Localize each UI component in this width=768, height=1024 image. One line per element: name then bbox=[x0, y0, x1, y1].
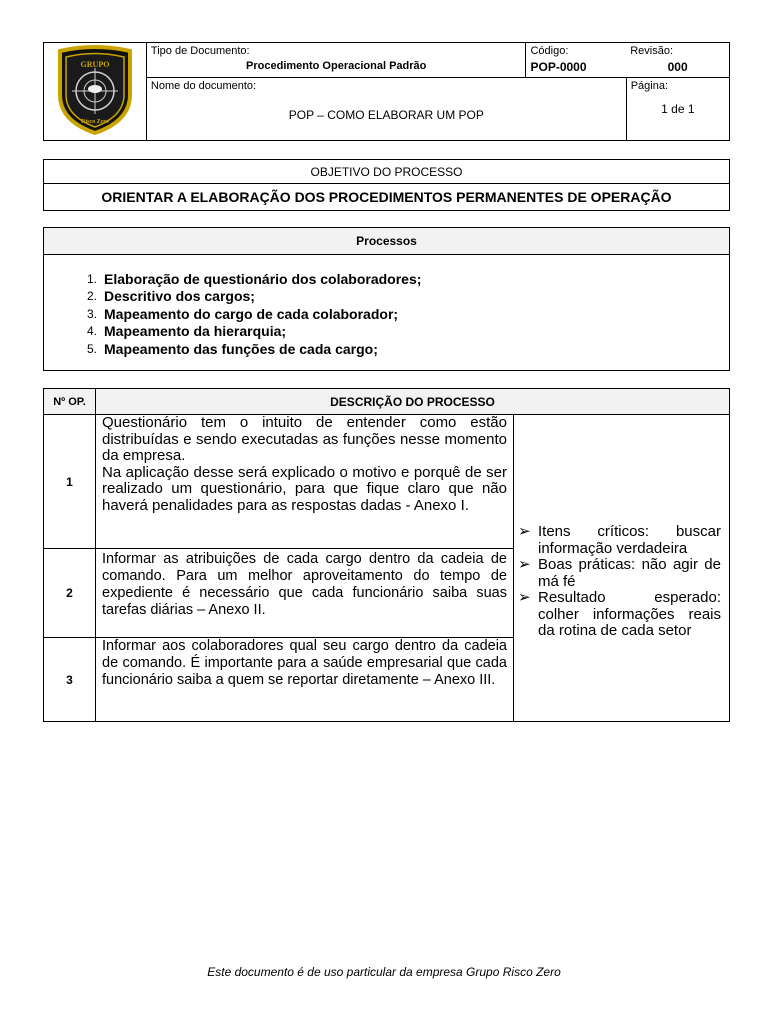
grupo-risco-zero-logo bbox=[52, 43, 138, 137]
tipo-documento-value: Procedimento Operacional Padrão bbox=[246, 60, 427, 72]
list-item: 4. Mapeamento da hierarquia; bbox=[86, 323, 287, 340]
arrow-bullet-icon: ➢ bbox=[518, 589, 531, 607]
arrow-bullet-icon: ➢ bbox=[518, 523, 531, 541]
nome-documento-value: POP – COMO ELABORAR UM POP bbox=[288, 108, 484, 122]
footer-note: Este documento é de uso particular da empresa Grupo Risco Zero bbox=[207, 965, 561, 979]
descricao-paragraph: Questionário tem o intuito de entender como estão distribuídas e sendo executadas as funções nesse momento da empresa. bbox=[102, 414, 507, 464]
processos-list-cell bbox=[44, 255, 730, 371]
processos-title: Processos bbox=[44, 228, 730, 255]
op-number: 2 bbox=[44, 549, 96, 638]
document-header bbox=[43, 42, 730, 141]
pagina-value: 1 de 1 bbox=[661, 102, 695, 116]
list-item: ➢ Itens críticos: buscar informação verdadeira bbox=[518, 523, 721, 557]
tipo-documento-label: Tipo de Documento: bbox=[150, 45, 250, 57]
col-header-op: Nº OP. bbox=[44, 389, 96, 415]
descricao-cell bbox=[96, 549, 514, 638]
op-number: 3 bbox=[44, 638, 96, 722]
processos-section bbox=[43, 227, 730, 371]
descricao-cell bbox=[96, 415, 514, 549]
list-item: 5. Mapeamento das funções de cada cargo; bbox=[86, 340, 378, 357]
list-item: 2. Descritivo dos cargos; bbox=[86, 288, 255, 305]
processos-list bbox=[44, 270, 729, 358]
objetivo-text: ORIENTAR A ELABORAÇÃO DOS PROCEDIMENTOS PERMANENTES DE OPERAÇÃO bbox=[44, 184, 730, 211]
codigo-value: POP-0000 bbox=[530, 60, 587, 74]
pagina-cell bbox=[626, 78, 729, 141]
descricao-paragraph: Na aplicação desse será explicado o motivo e porquê de ser realizado um questionário, para que fique claro que não haverá penalidades para as respostas dadas - Anexo I. bbox=[102, 463, 507, 514]
op-number: 1 bbox=[44, 415, 96, 549]
revisao-value: 000 bbox=[667, 60, 688, 74]
criterios-list bbox=[514, 524, 729, 640]
list-item: 1. Elaboração de questionário dos colaboradores; bbox=[86, 270, 422, 287]
criterios-cell bbox=[514, 415, 730, 722]
descricao-paragraph: Informar aos colaboradores qual seu cargo dentro da cadeia de comando. É importante para a saúde empresarial que cada funcionário saiba a quem se reportar diretamente – Anexo III. bbox=[102, 638, 507, 688]
descricao-paragraph: Informar as atribuições de cada cargo dentro da cadeia de comando. Para um melhor aproveitamento do tempo de expediente é necessário que cada funcionário saiba suas tarefas diárias – Anexo II. bbox=[102, 551, 507, 618]
list-item: 3. Mapeamento do cargo de cada colaborador; bbox=[86, 305, 399, 322]
list-item: ➢ Boas práticas: não agir de má fé bbox=[518, 556, 721, 590]
svg-text:Risco Zero: Risco Zero bbox=[81, 119, 109, 125]
objetivo-title: OBJETIVO DO PROCESSO bbox=[44, 160, 730, 184]
nome-documento-cell bbox=[146, 78, 626, 141]
col-header-descricao: DESCRIÇÃO DO PROCESSO bbox=[96, 389, 730, 415]
list-item: ➢ Resultado esperado: colher informações reais da rotina de cada setor bbox=[518, 589, 721, 640]
tipo-documento-cell bbox=[146, 43, 526, 78]
codigo-label: Código: bbox=[530, 45, 569, 57]
logo-cell bbox=[44, 43, 147, 141]
revisao-cell bbox=[626, 43, 729, 78]
table-row bbox=[44, 415, 730, 549]
codigo-cell bbox=[526, 43, 626, 78]
nome-documento-label: Nome do documento: bbox=[150, 80, 257, 92]
descricao-cell bbox=[96, 638, 514, 722]
objetivo-section bbox=[43, 159, 730, 211]
arrow-bullet-icon: ➢ bbox=[518, 556, 531, 574]
pagina-label: Página: bbox=[630, 80, 669, 92]
svg-text:GRUPO: GRUPO bbox=[80, 60, 110, 69]
descricao-table bbox=[43, 388, 730, 722]
revisao-label: Revisão: bbox=[630, 45, 674, 57]
